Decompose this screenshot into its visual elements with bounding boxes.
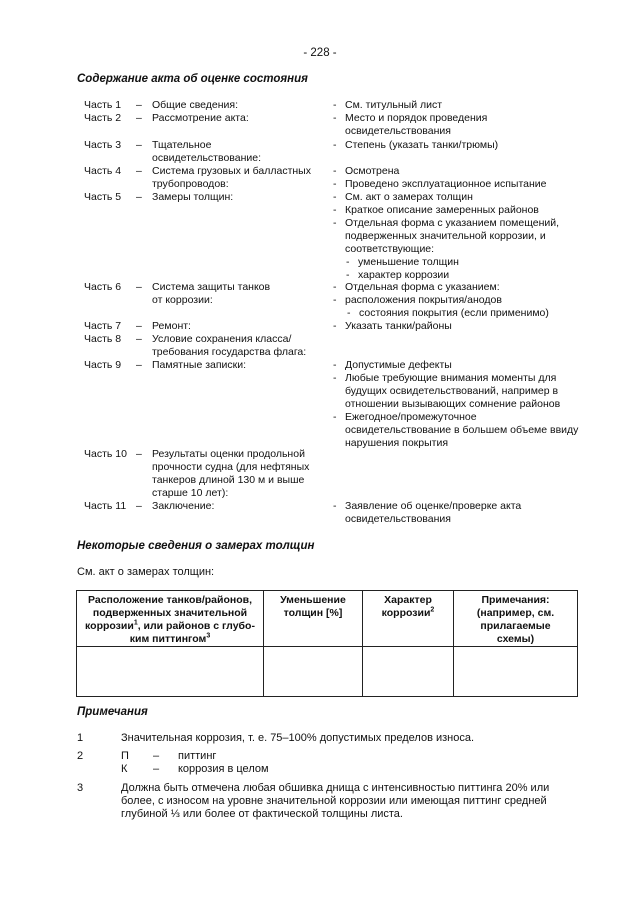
- part-title-line: Система защиты танков: [152, 281, 271, 293]
- part-title-line: освидетельствование:: [152, 152, 262, 164]
- bullet-dash: -: [333, 178, 337, 190]
- bullet-dash: -: [333, 500, 337, 512]
- part-title-line: Условие сохранения класса/: [152, 333, 292, 345]
- part-title: [152, 112, 332, 125]
- header-text: , или районов с глубо-ким питтингом: [129, 620, 255, 645]
- part-title: [152, 500, 332, 513]
- table-cell: [454, 647, 578, 697]
- note-text: Должна быть отмечена любая обшивка днища с интенсивностью питтинга 20% или более, с износом на уровне значительной коррозии или имеющая питтинг средней глубиной ⅓ или более от фактической толщины листа.: [121, 782, 550, 820]
- note-text: Отдельная форма с указанием:: [345, 281, 500, 293]
- part-title-line: Общие сведения:: [152, 99, 238, 111]
- note-item: [333, 165, 593, 178]
- part-dash: –: [136, 99, 142, 111]
- part-title-line: от коррозии:: [152, 294, 213, 306]
- table-cell: [264, 647, 363, 697]
- part-number: Часть 4: [84, 165, 122, 177]
- legend-line: [121, 750, 217, 763]
- note-text: Указать танки/районы: [345, 320, 452, 332]
- note-text: Краткое описание замеренных районов: [345, 204, 539, 216]
- thickness-table: [76, 590, 578, 697]
- bullet-dash: -: [333, 112, 337, 124]
- bullet-dash: -: [333, 294, 337, 306]
- section-heading-content: Содержание акта об оценке состояния: [77, 73, 308, 85]
- note-text: Значительная коррозия, т. е. 75–100% допустимых пределов износа.: [121, 732, 475, 744]
- part-notes: [333, 165, 593, 191]
- note-item: [333, 372, 583, 411]
- bullet-dash: -: [333, 191, 337, 203]
- part-notes: [333, 99, 593, 138]
- part-title: [152, 320, 332, 333]
- part-dash: –: [136, 500, 142, 512]
- legend-desc: питтинг: [178, 750, 217, 762]
- part-number: Часть 5: [84, 191, 122, 203]
- part-dash: –: [136, 112, 142, 124]
- col-header-corrosion-type: [363, 591, 454, 647]
- header-text: Расположение танков/районов, подверженных значительной коррозии: [85, 594, 253, 632]
- note-text: Любые требующие внимания моменты для будущих освидетельствований, например в отношении вызывающих сомнение районов: [345, 372, 561, 410]
- part-title-line: Система грузовых и балластных: [152, 165, 311, 177]
- part-dash: –: [136, 139, 142, 151]
- note-text: Проведено эксплуатационное испытание: [345, 178, 547, 190]
- notes-heading: Примечания: [77, 706, 148, 718]
- part-title: [152, 448, 332, 500]
- note-item: [333, 217, 585, 256]
- bullet-dash: -: [333, 165, 337, 177]
- part-number: Часть 2: [84, 112, 122, 124]
- note-text: Отдельная форма с указанием помещений, подверженных значительной коррозии, и соответствующие:: [345, 217, 560, 255]
- part-number: Часть 6: [84, 281, 122, 293]
- bullet-dash: -: [347, 307, 351, 319]
- part-dash: –: [136, 281, 142, 293]
- note-text: Степень (указать танки/трюмы): [345, 139, 499, 151]
- note-item: [333, 112, 593, 138]
- part-title-line: старше 10 лет):: [152, 487, 229, 499]
- table-header-row: [77, 591, 578, 647]
- part-title: [152, 359, 332, 372]
- part-number: Часть 7: [84, 320, 122, 332]
- bullet-dash: -: [333, 217, 337, 229]
- part-dash: –: [136, 191, 142, 203]
- note-text: Допустимые дефекты: [345, 359, 452, 371]
- part-dash: –: [136, 448, 142, 460]
- bullet-dash: -: [346, 269, 350, 281]
- legend-code: П: [121, 750, 129, 762]
- part-title-line: требования государства флага:: [152, 346, 307, 358]
- part-title-line: Заключение:: [152, 500, 215, 512]
- part-title: [152, 139, 332, 165]
- note-item: [333, 191, 593, 204]
- note-item: [333, 99, 593, 112]
- note-subitem: [333, 307, 593, 320]
- table-cell: [363, 647, 454, 697]
- legend-dash: –: [153, 763, 160, 775]
- note-text: Заявление об оценке/проверке акта освидетельствования: [345, 500, 522, 525]
- part-notes: [333, 139, 593, 152]
- legend-desc: коррозия в целом: [178, 763, 269, 775]
- bullet-dash: -: [333, 99, 337, 111]
- legend-dash: –: [153, 750, 160, 762]
- part-title: [152, 165, 332, 191]
- bullet-dash: -: [333, 372, 337, 384]
- section-heading-thickness: Некоторые сведения о замерах толщин: [77, 540, 315, 552]
- part-notes: [333, 320, 593, 333]
- part-title-line: прочности судна (для нефтяных: [152, 461, 310, 473]
- bullet-dash: -: [333, 411, 337, 423]
- part-title-line: танкеров длиной 130 м и выше: [152, 474, 305, 486]
- footnote-ref: 1: [133, 619, 138, 627]
- bullet-dash: -: [333, 139, 337, 151]
- note-item: [333, 294, 593, 307]
- col-header-location: [77, 591, 264, 647]
- note-item: [333, 139, 593, 152]
- note-text: См. акт о замерах толщин: [345, 191, 473, 203]
- part-number: Часть 10: [84, 448, 127, 460]
- part-number: Часть 8: [84, 333, 122, 345]
- header-text: Уменьшение толщин [%]: [280, 594, 346, 619]
- part-title-line: Ремонт:: [152, 320, 191, 332]
- part-title: [152, 281, 332, 307]
- footnote-ref: 2: [430, 606, 435, 614]
- note-text: расположения покрытия/анодов: [345, 294, 502, 306]
- note-item: [333, 320, 593, 333]
- page-number: - 228 -: [303, 47, 337, 59]
- legend-code: К: [121, 763, 128, 775]
- part-notes: [333, 500, 593, 526]
- note-number: 2: [77, 750, 84, 762]
- note-text: состояния покрытия (если применимо): [359, 307, 549, 319]
- part-number: Часть 1: [84, 99, 122, 111]
- part-title: [152, 333, 332, 359]
- part-notes: [333, 191, 593, 282]
- part-number: Часть 9: [84, 359, 122, 371]
- header-text: Примечания: (например, см. прилагаемые схемы): [476, 594, 555, 645]
- part-title-line: трубопроводов:: [152, 178, 229, 190]
- note-text: Осмотрена: [345, 165, 400, 177]
- bullet-dash: -: [333, 359, 337, 371]
- note-number: 1: [77, 732, 84, 744]
- note-text: характер коррозии: [358, 269, 450, 281]
- note-number: 3: [77, 782, 84, 794]
- footnote-ref: 3: [206, 632, 211, 640]
- note-text: Место и порядок проведения освидетельствования: [345, 112, 488, 137]
- thickness-intro: См. акт о замерах толщин:: [77, 566, 215, 578]
- part-notes: [333, 359, 593, 450]
- note-item: [333, 281, 593, 294]
- note-subitem: [333, 256, 593, 269]
- part-title-line: Тщательное: [152, 139, 212, 151]
- note-item: [333, 178, 593, 191]
- part-title: [152, 191, 332, 204]
- bullet-dash: -: [333, 320, 337, 332]
- col-header-reduction: [264, 591, 363, 647]
- bullet-dash: -: [333, 281, 337, 293]
- part-number: Часть 3: [84, 139, 122, 151]
- note-item: [333, 359, 593, 372]
- part-notes: [333, 281, 593, 320]
- part-title: [152, 99, 332, 112]
- part-dash: –: [136, 320, 142, 332]
- part-dash: –: [136, 165, 142, 177]
- bullet-dash: -: [333, 204, 337, 216]
- part-number: Часть 11: [84, 500, 127, 512]
- col-header-remarks: [454, 591, 578, 647]
- part-title-line: Замеры толщин:: [152, 191, 234, 203]
- part-dash: –: [136, 333, 142, 345]
- note-item: [333, 411, 583, 450]
- part-title-line: Рассмотрение акта:: [152, 112, 249, 124]
- note-text: уменьшение толщин: [358, 256, 459, 268]
- bullet-dash: -: [346, 256, 350, 268]
- note-text: См. титульный лист: [345, 99, 443, 111]
- note-item: [333, 500, 565, 526]
- legend-line: [121, 763, 269, 776]
- part-title-line: Результаты оценки продольной: [152, 448, 305, 460]
- table-row: [77, 647, 578, 697]
- note-text: Ежегодное/промежуточное освидетельствование в большем объеме ввиду нарушения покрытия: [345, 411, 579, 449]
- part-dash: –: [136, 359, 142, 371]
- table-cell: [77, 647, 264, 697]
- header-text: Характер коррозии: [381, 594, 432, 619]
- note-item: [333, 204, 593, 217]
- part-title-line: Памятные записки:: [152, 359, 247, 371]
